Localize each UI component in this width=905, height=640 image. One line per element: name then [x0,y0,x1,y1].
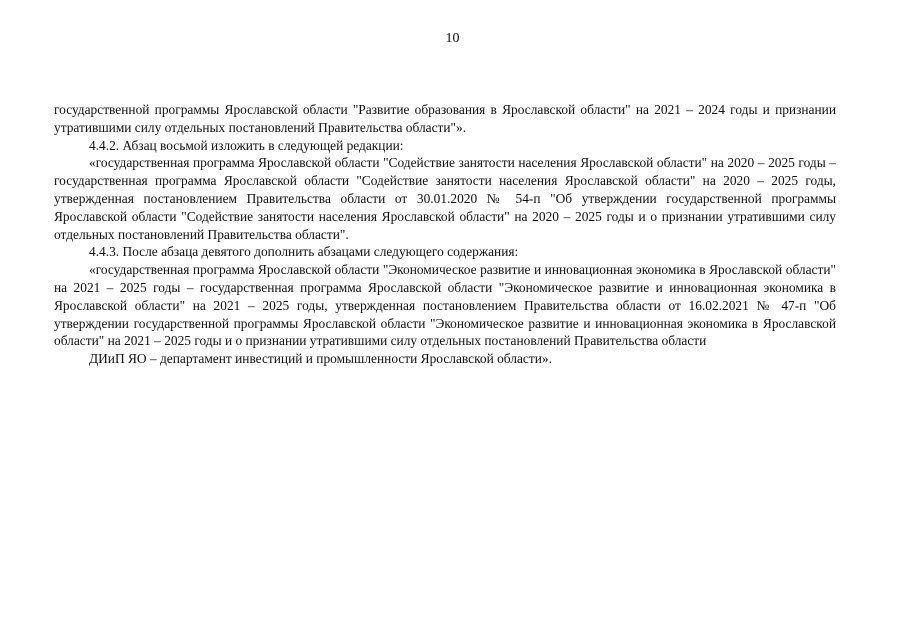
paragraph-diip-definition: ДИиП ЯО – департамент инвестиций и промышленности Ярославской области». [89,351,552,367]
page-number: 10 [445,31,460,46]
paragraph-item-4-4-3: 4.4.3. После абзаца девятого дополнить абзацами следующего содержания: [89,244,519,260]
paragraph-item-4-4-2: 4.4.2. Абзац восьмой изложить в следующей редакции: [89,137,404,153]
paragraph-employment-program: «государственная программа Ярославской области "Содействие занятости населения Ярославской области" на 2020 – 2025 годы – государственная программа Ярославской области "Содействие занятости населения Ярославской области" на 2020 – 2025 годы, утвержденная постановлением Правительства области от 30.01.2020 № 54-п "Об утверждении государственной программы Ярославской области "Содействие занятости населения Ярославской области" на 2020 – 2025 годы и о признании утратившими силу отдельных постановлений Правительства области". [54,155,836,242]
paragraph-continuation: государственной программы Ярославской области "Развитие образования в Ярославской области" на 2021 – 2024 годы и признании утратившими силу отдельных постановлений Правительства области"». [54,102,836,135]
document-body [54,101,836,368]
paragraph-economic-program: «государственная программа Ярославской области "Экономическое развитие и инновационная экономика в Ярославской области" на 2021 – 2025 годы – государственная программа Ярославской области "Экономическое развитие и инновационная экономика в Ярославской области" на 2021 – 2025 годы, утвержденная постановлением Правительства области от 16.02.2021 № 47-п "Об утверждении государственной программы Ярославской области "Экономическое развитие и инновационная экономика в Ярославской области" на 2021 – 2025 годы и о признании утратившими силу отдельных постановлений Правительства области [54,262,836,349]
